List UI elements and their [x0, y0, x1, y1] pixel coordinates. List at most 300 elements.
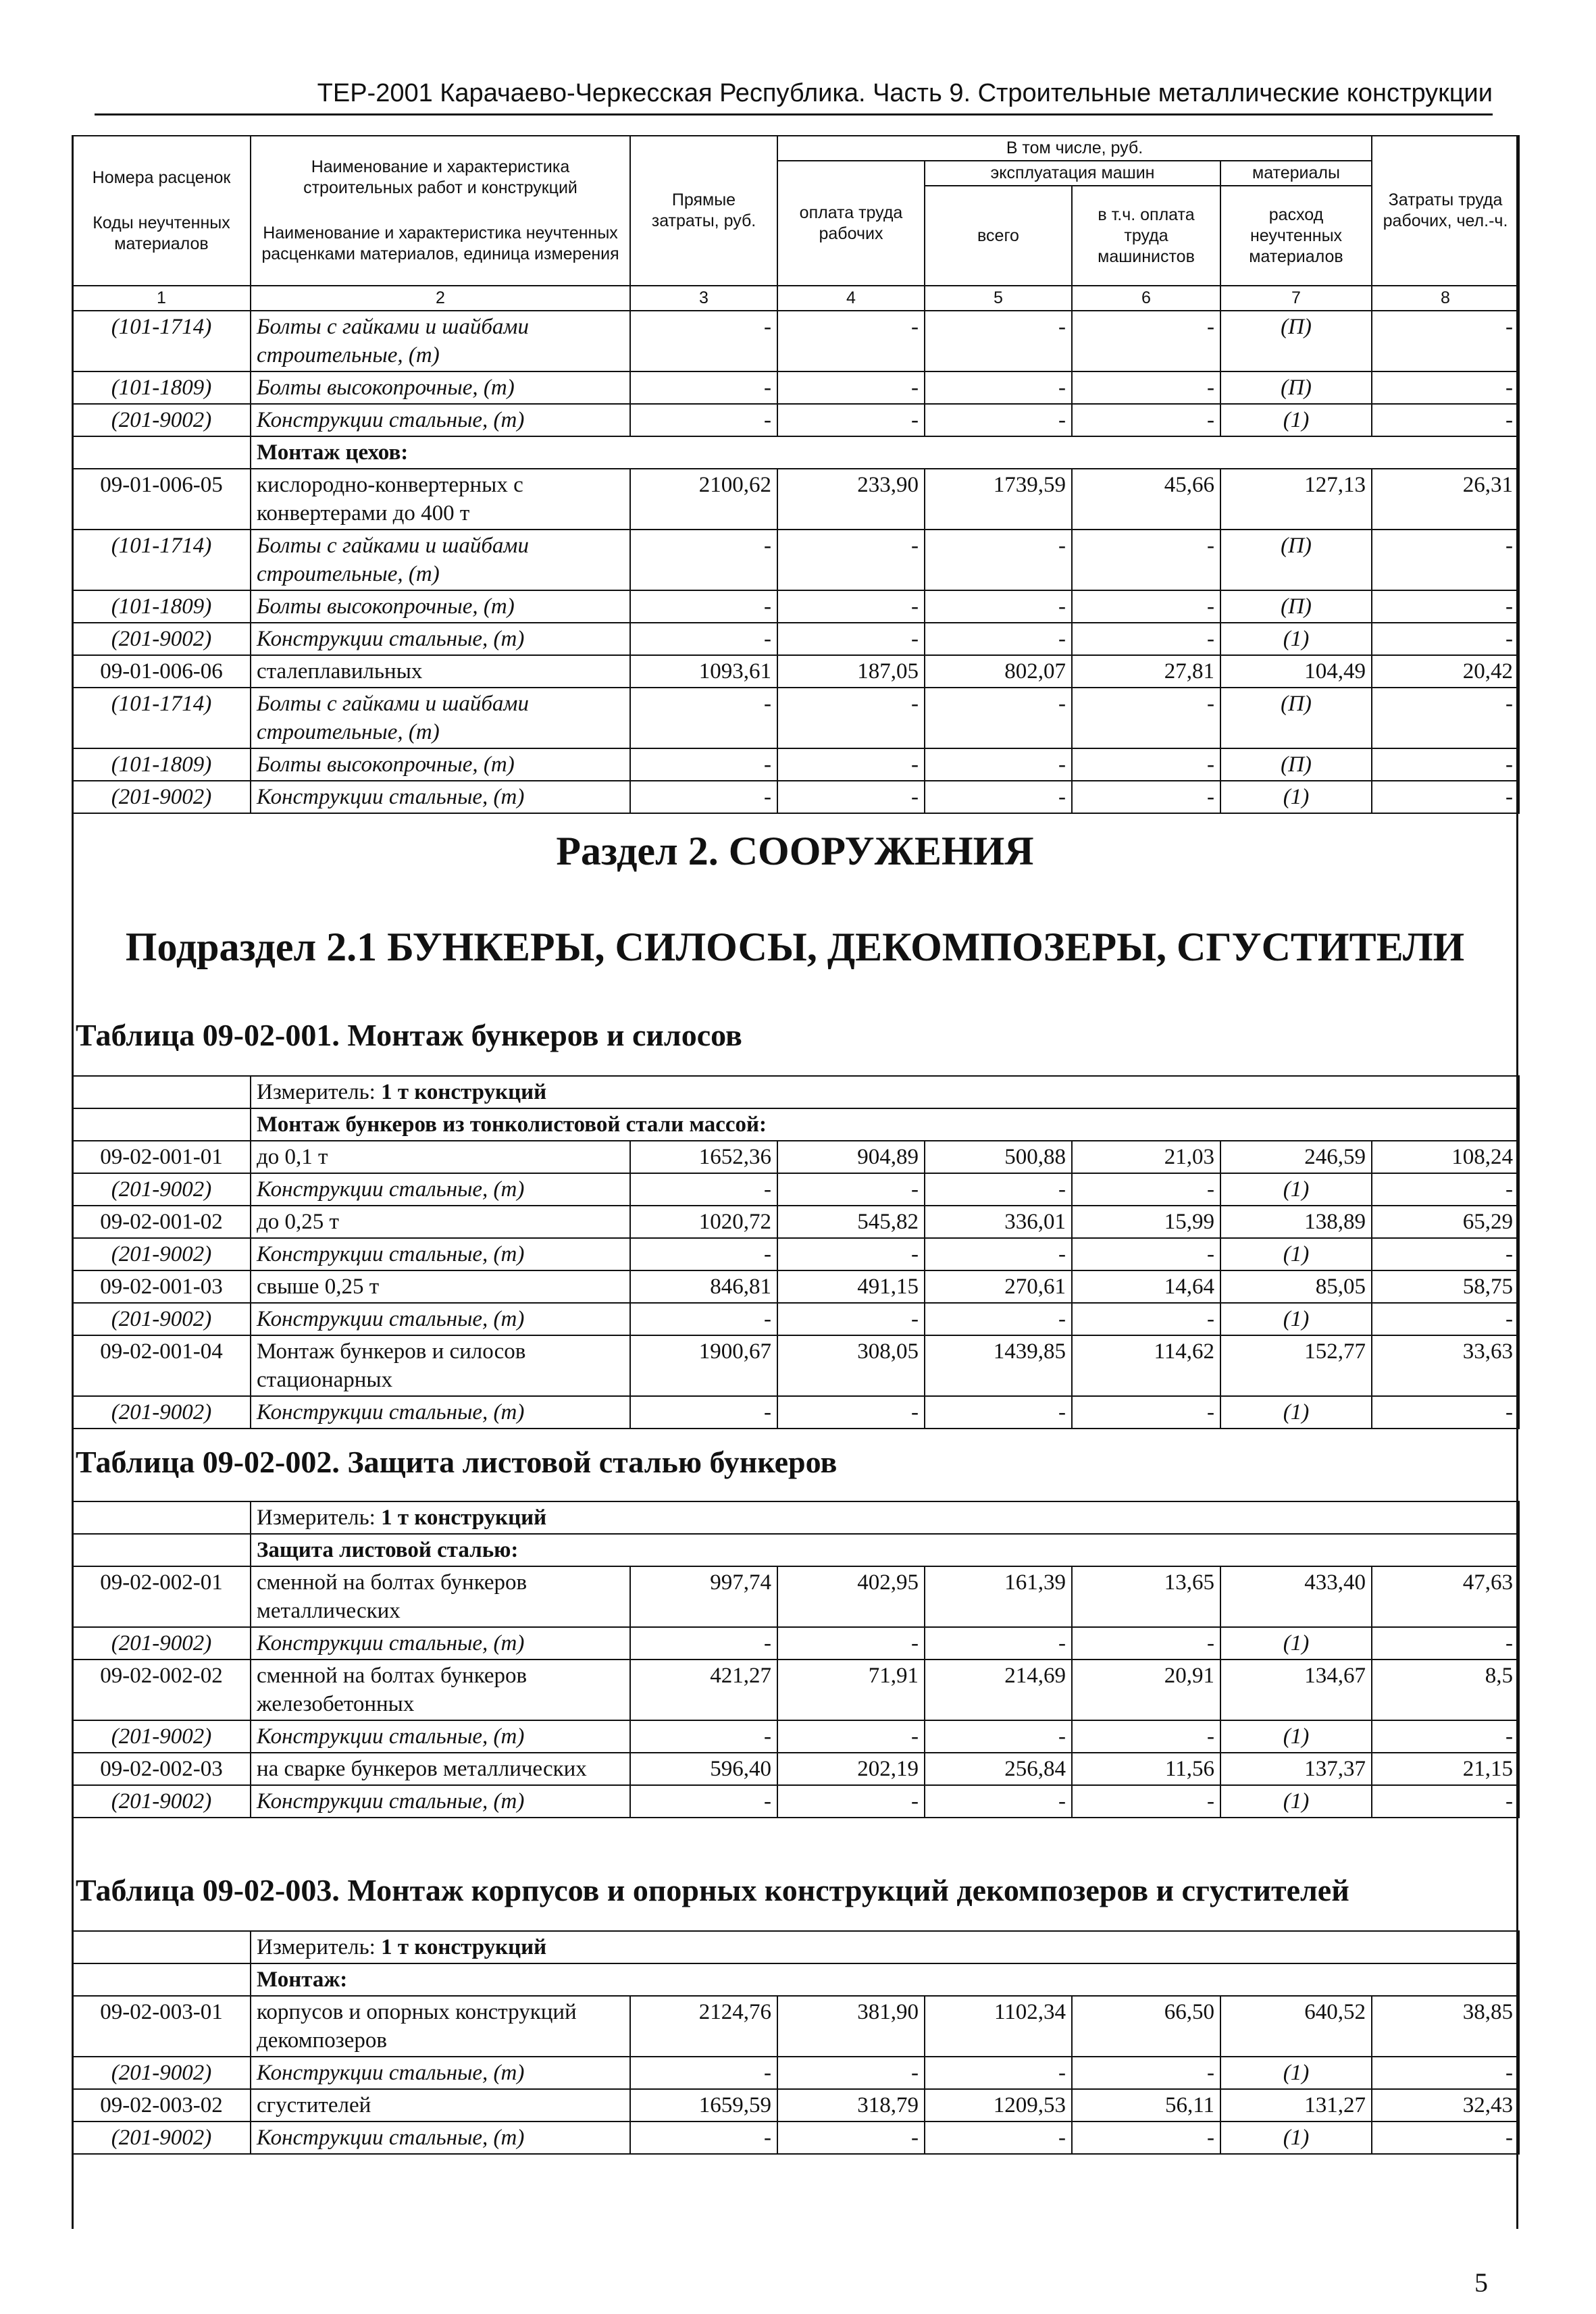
header-group-main: В том числе, руб.	[777, 136, 1372, 161]
rate-code: 09-02-003-02	[72, 2089, 251, 2122]
header-number: 1	[72, 286, 251, 311]
value-c8: -	[1372, 2057, 1519, 2089]
value-c4: -	[777, 2122, 925, 2154]
meter-value: 1 т конструкций	[381, 1080, 547, 1104]
value-c5: 1209,53	[925, 2089, 1072, 2122]
value-c4: -	[777, 1238, 925, 1270]
rate-name: Конструкции стальные, (т)	[251, 2057, 630, 2089]
rate-name: на сварке бункеров металлических	[251, 1753, 630, 1785]
value-c3: 1093,61	[630, 655, 777, 688]
value-c7: (1)	[1220, 623, 1372, 655]
value-c8: -	[1372, 311, 1519, 371]
value-c4: -	[777, 688, 925, 748]
value-c4: 545,82	[777, 1206, 925, 1238]
value-c7: (П)	[1220, 530, 1372, 590]
value-c3: 421,27	[630, 1660, 777, 1720]
value-c6: 114,62	[1072, 1335, 1220, 1396]
value-c5: -	[925, 1720, 1072, 1753]
rate-name: Конструкции стальные, (т)	[251, 1303, 630, 1335]
value-c8: -	[1372, 623, 1519, 655]
material-row	[72, 2057, 1519, 2089]
rate-code: (101-1714)	[72, 688, 251, 748]
value-c8: 38,85	[1372, 1996, 1519, 2057]
value-c6: -	[1072, 1303, 1220, 1335]
material-row	[72, 1785, 1519, 1818]
rate-code: (101-1809)	[72, 748, 251, 781]
rate-code: 09-02-002-03	[72, 1753, 251, 1785]
value-c3: -	[630, 1396, 777, 1429]
header-col2-top: Наименование и характеристика строительных работ и конструкций	[303, 157, 577, 197]
rate-name: Конструкции стальные, (т)	[251, 623, 630, 655]
value-c6: -	[1072, 2057, 1220, 2089]
value-c6: 15,99	[1072, 1206, 1220, 1238]
value-c3: -	[630, 1173, 777, 1206]
group-heading-row	[72, 1108, 1519, 1141]
header-col6: в т.ч. оплата труда машинистов	[1072, 186, 1220, 286]
value-c7: 640,52	[1220, 1996, 1372, 2057]
value-c7: (1)	[1220, 1303, 1372, 1335]
rate-code: (101-1714)	[72, 311, 251, 371]
value-c3: -	[630, 530, 777, 590]
rate-code: 09-02-001-03	[72, 1270, 251, 1303]
table2-title: Таблица 09-02-002. Защита листовой сталью бункеров	[76, 1445, 838, 1479]
header-col1-top: Номера расценок	[92, 168, 231, 187]
value-c6: -	[1072, 1627, 1220, 1660]
value-c7: (1)	[1220, 2057, 1372, 2089]
meter-row	[72, 1501, 1519, 1534]
rate-code: 09-02-001-04	[72, 1335, 251, 1396]
value-c3: 846,81	[630, 1270, 777, 1303]
value-c3: -	[630, 623, 777, 655]
value-c8: -	[1372, 530, 1519, 590]
empty-cell	[72, 1501, 251, 1534]
empty-cell	[72, 1963, 251, 1996]
value-c7: 127,13	[1220, 469, 1372, 530]
value-c7: 152,77	[1220, 1335, 1372, 1396]
value-c3: -	[630, 311, 777, 371]
meter-value: 1 т конструкций	[381, 1506, 547, 1530]
value-c8: 58,75	[1372, 1270, 1519, 1303]
value-c8: -	[1372, 1785, 1519, 1818]
value-c5: -	[925, 530, 1072, 590]
value-c5: 161,39	[925, 1566, 1072, 1627]
meter-row	[72, 1931, 1519, 1963]
value-c3: -	[630, 590, 777, 623]
rate-code: (201-9002)	[72, 1238, 251, 1270]
empty-cell	[72, 1108, 251, 1141]
header-number: 7	[1220, 286, 1372, 311]
value-c3: -	[630, 1720, 777, 1753]
value-c5: 1439,85	[925, 1335, 1072, 1396]
meter-value: 1 т конструкций	[381, 1935, 547, 1959]
material-row	[72, 623, 1519, 655]
rate-name: корпусов и опорных конструкций декомпозеров	[251, 1996, 630, 2057]
rate-code: 09-01-006-05	[72, 469, 251, 530]
value-c4: -	[777, 1785, 925, 1818]
rate-name: Конструкции стальные, (т)	[251, 1396, 630, 1429]
rate-code: 09-02-001-01	[72, 1141, 251, 1173]
empty-cell	[72, 1931, 251, 1963]
value-c7: (1)	[1220, 2122, 1372, 2154]
meter-label: Измеритель:	[257, 1935, 382, 1959]
rate-code: (201-9002)	[72, 1720, 251, 1753]
value-c4: -	[777, 781, 925, 813]
value-c4: 402,95	[777, 1566, 925, 1627]
header-col3: Прямые затраты, руб.	[630, 136, 777, 286]
value-c8: -	[1372, 1396, 1519, 1429]
material-row	[72, 1627, 1519, 1660]
rate-code: (201-9002)	[72, 1627, 251, 1660]
rate-name: Болты высокопрочные, (т)	[251, 590, 630, 623]
value-c6: -	[1072, 371, 1220, 404]
value-c3: -	[630, 2057, 777, 2089]
rate-code: (201-9002)	[72, 2057, 251, 2089]
material-row	[72, 1238, 1519, 1270]
rate-code: (201-9002)	[72, 1785, 251, 1818]
value-c4: 318,79	[777, 2089, 925, 2122]
material-row	[72, 1173, 1519, 1206]
group-heading-row	[72, 1534, 1519, 1566]
value-c5: -	[925, 1238, 1072, 1270]
value-c3: 596,40	[630, 1753, 777, 1785]
rate-row	[72, 1335, 1519, 1396]
value-c4: -	[777, 590, 925, 623]
value-c3: -	[630, 1627, 777, 1660]
value-c7: 134,67	[1220, 1660, 1372, 1720]
value-c6: -	[1072, 1785, 1220, 1818]
rates-table-1	[72, 1075, 1520, 1429]
value-c4: -	[777, 530, 925, 590]
value-c7: 137,37	[1220, 1753, 1372, 1785]
value-c3: 1900,67	[630, 1335, 777, 1396]
rate-code: (201-9002)	[72, 1396, 251, 1429]
value-c8: -	[1372, 404, 1519, 436]
value-c3: 997,74	[630, 1566, 777, 1627]
value-c5: 802,07	[925, 655, 1072, 688]
value-c6: -	[1072, 1396, 1220, 1429]
meter-label: Измеритель:	[257, 1506, 382, 1530]
material-row	[72, 748, 1519, 781]
value-c4: -	[777, 404, 925, 436]
value-c8: -	[1372, 688, 1519, 748]
value-c7: (1)	[1220, 404, 1372, 436]
value-c4: 202,19	[777, 1753, 925, 1785]
material-row	[72, 590, 1519, 623]
value-c8: 33,63	[1372, 1335, 1519, 1396]
rate-name: Конструкции стальные, (т)	[251, 1785, 630, 1818]
value-c7: 433,40	[1220, 1566, 1372, 1627]
value-c7: 131,27	[1220, 2089, 1372, 2122]
empty-cell	[72, 1076, 251, 1108]
rate-code: (101-1809)	[72, 590, 251, 623]
value-c7: (1)	[1220, 1785, 1372, 1818]
rate-name: до 0,1 т	[251, 1141, 630, 1173]
value-c3: -	[630, 1238, 777, 1270]
header-col5: всего	[925, 186, 1072, 286]
rate-code: (101-1809)	[72, 371, 251, 404]
rate-code: 09-02-001-02	[72, 1206, 251, 1238]
value-c5: -	[925, 623, 1072, 655]
value-c8: -	[1372, 781, 1519, 813]
rate-name: кислородно-конвертерных с конвертерами до 400 т	[251, 469, 630, 530]
value-c6: -	[1072, 1720, 1220, 1753]
value-c6: 27,81	[1072, 655, 1220, 688]
material-row	[72, 1303, 1519, 1335]
value-c3: -	[630, 781, 777, 813]
rate-name: Конструкции стальные, (т)	[251, 1720, 630, 1753]
rate-name: Болты высокопрочные, (т)	[251, 371, 630, 404]
group-heading: Монтаж:	[251, 1963, 1519, 1996]
value-c7: (П)	[1220, 371, 1372, 404]
rate-name: Болты с гайками и шайбами строительные, (т)	[251, 688, 630, 748]
value-c4: -	[777, 1173, 925, 1206]
value-c3: -	[630, 404, 777, 436]
rates-table-2	[72, 1501, 1520, 1818]
group-heading: Защита листовой сталью:	[251, 1534, 1519, 1566]
material-row	[72, 688, 1519, 748]
rate-row	[72, 1566, 1519, 1627]
value-c6: 66,50	[1072, 1996, 1220, 2057]
value-c5: -	[925, 371, 1072, 404]
material-row	[72, 1396, 1519, 1429]
value-c6: -	[1072, 623, 1220, 655]
rate-name: сменной на болтах бункеров железобетонных	[251, 1660, 630, 1720]
value-c6: -	[1072, 1238, 1220, 1270]
value-c5: 500,88	[925, 1141, 1072, 1173]
value-c6: -	[1072, 311, 1220, 371]
rate-code: (201-9002)	[72, 623, 251, 655]
empty-cell	[72, 1534, 251, 1566]
rate-name: до 0,25 т	[251, 1206, 630, 1238]
value-c3: 1659,59	[630, 2089, 777, 2122]
value-c5: -	[925, 1396, 1072, 1429]
value-c8: -	[1372, 1720, 1519, 1753]
rate-code: 09-02-002-02	[72, 1660, 251, 1720]
rates-table-top	[72, 135, 1520, 814]
material-row	[72, 371, 1519, 404]
value-c7: (1)	[1220, 781, 1372, 813]
rate-name: Болты с гайками и шайбами строительные, (т)	[251, 530, 630, 590]
value-c8: -	[1372, 1173, 1519, 1206]
value-c5: -	[925, 311, 1072, 371]
subsection-title: Подраздел 2.1 БУНКЕРЫ, СИЛОСЫ, ДЕКОМПОЗЕРЫ, СГУСТИТЕЛИ	[125, 925, 1465, 969]
value-c5: 336,01	[925, 1206, 1072, 1238]
rate-row	[72, 1141, 1519, 1173]
rate-code: 09-02-003-01	[72, 1996, 251, 2057]
value-c5: -	[925, 781, 1072, 813]
group-heading: Монтаж цехов:	[251, 436, 1519, 469]
value-c5: 1739,59	[925, 469, 1072, 530]
value-c4: -	[777, 1720, 925, 1753]
value-c4: 187,05	[777, 655, 925, 688]
value-c7: (1)	[1220, 1173, 1372, 1206]
group-heading-row	[72, 1963, 1519, 1996]
rate-code: (101-1714)	[72, 530, 251, 590]
header-col1	[72, 136, 251, 286]
value-c7: (П)	[1220, 590, 1372, 623]
value-c6: -	[1072, 748, 1220, 781]
value-c7: 104,49	[1220, 655, 1372, 688]
value-c4: 491,15	[777, 1270, 925, 1303]
value-c6: 13,65	[1072, 1566, 1220, 1627]
value-c5: -	[925, 1785, 1072, 1818]
table3-title: Таблица 09-02-003. Монтаж корпусов и опорных конструкций декомпозеров и сгустителей	[76, 1873, 1349, 1907]
header-number: 8	[1372, 286, 1519, 311]
value-c4: -	[777, 1396, 925, 1429]
value-c7: (П)	[1220, 311, 1372, 371]
value-c6: 56,11	[1072, 2089, 1220, 2122]
rate-name: Конструкции стальные, (т)	[251, 2122, 630, 2154]
header-col2-bottom: Наименование и характеристика неучтенных расценками материалов, единица измерения	[261, 224, 619, 263]
table1-title: Таблица 09-02-001. Монтаж бункеров и силосов	[76, 1018, 742, 1052]
rate-name: свыше 0,25 т	[251, 1270, 630, 1303]
header-number: 5	[925, 286, 1072, 311]
value-c7: 246,59	[1220, 1141, 1372, 1173]
value-c3: 1020,72	[630, 1206, 777, 1238]
section-title: Раздел 2. СООРУЖЕНИЯ	[556, 829, 1034, 873]
rate-name: Монтаж бункеров и силосов стационарных	[251, 1335, 630, 1396]
value-c3: -	[630, 2122, 777, 2154]
value-c7: 85,05	[1220, 1270, 1372, 1303]
page-header-text: ТЕР-2001 Карачаево-Черкесская Республика. Часть 9. Строительные металлические конструкции	[317, 79, 1493, 107]
header-number: 6	[1072, 286, 1220, 311]
rate-row	[72, 1206, 1519, 1238]
value-c3: -	[630, 371, 777, 404]
value-c6: -	[1072, 688, 1220, 748]
value-c5: -	[925, 2057, 1072, 2089]
material-row	[72, 530, 1519, 590]
value-c3: -	[630, 748, 777, 781]
value-c8: -	[1372, 371, 1519, 404]
header-col2	[251, 136, 630, 286]
rate-name: сменной на болтах бункеров металлических	[251, 1566, 630, 1627]
rate-code: (201-9002)	[72, 781, 251, 813]
value-c4: -	[777, 311, 925, 371]
rate-name: Конструкции стальные, (т)	[251, 404, 630, 436]
value-c3: 1652,36	[630, 1141, 777, 1173]
rate-row	[72, 655, 1519, 688]
meter-cell	[251, 1501, 1519, 1534]
page-number: 5	[1474, 2267, 1488, 2298]
rate-code: (201-9002)	[72, 404, 251, 436]
rate-name: Конструкции стальные, (т)	[251, 781, 630, 813]
value-c6: -	[1072, 404, 1220, 436]
value-c5: 256,84	[925, 1753, 1072, 1785]
value-c8: 47,63	[1372, 1566, 1519, 1627]
value-c6: -	[1072, 781, 1220, 813]
meter-cell	[251, 1931, 1519, 1963]
value-c4: 381,90	[777, 1996, 925, 2057]
header-col1-bottom: Коды неучтенных материалов	[93, 213, 230, 253]
material-row	[72, 1720, 1519, 1753]
value-c4: 233,90	[777, 469, 925, 530]
value-c4: 71,91	[777, 1660, 925, 1720]
rate-code: (201-9002)	[72, 1173, 251, 1206]
value-c8: 26,31	[1372, 469, 1519, 530]
meter-row	[72, 1076, 1519, 1108]
value-c5: 270,61	[925, 1270, 1072, 1303]
value-c7: 138,89	[1220, 1206, 1372, 1238]
rate-name: сгустителей	[251, 2089, 630, 2122]
value-c3: 2124,76	[630, 1996, 777, 2057]
value-c7: (П)	[1220, 748, 1372, 781]
value-c5: 214,69	[925, 1660, 1072, 1720]
rate-row	[72, 1660, 1519, 1720]
value-c5: -	[925, 2122, 1072, 2154]
value-c6: 20,91	[1072, 1660, 1220, 1720]
header-group-materials: материалы	[1220, 161, 1372, 186]
header-number: 2	[251, 286, 630, 311]
value-c7: (1)	[1220, 1238, 1372, 1270]
rate-row	[72, 1270, 1519, 1303]
value-c3: -	[630, 1303, 777, 1335]
value-c4: -	[777, 1627, 925, 1660]
value-c8: -	[1372, 748, 1519, 781]
rate-name: Болты высокопрочные, (т)	[251, 748, 630, 781]
value-c8: 20,42	[1372, 655, 1519, 688]
header-col7: расход неучтенных материалов	[1220, 186, 1372, 286]
rate-name: Конструкции стальные, (т)	[251, 1238, 630, 1270]
value-c6: 11,56	[1072, 1753, 1220, 1785]
material-row	[72, 404, 1519, 436]
empty-cell	[72, 436, 251, 469]
value-c8: 108,24	[1372, 1141, 1519, 1173]
rate-name: Конструкции стальные, (т)	[251, 1173, 630, 1206]
rate-name: Конструкции стальные, (т)	[251, 1627, 630, 1660]
value-c6: -	[1072, 590, 1220, 623]
value-c5: -	[925, 688, 1072, 748]
group-heading-row	[72, 436, 1519, 469]
rate-name: Болты с гайками и шайбами строительные, (т)	[251, 311, 630, 371]
value-c8: 8,5	[1372, 1660, 1519, 1720]
value-c6: 14,64	[1072, 1270, 1220, 1303]
page-header	[95, 70, 1493, 115]
value-c6: 45,66	[1072, 469, 1220, 530]
rate-code: (201-9002)	[72, 2122, 251, 2154]
value-c3: -	[630, 1785, 777, 1818]
value-c8: -	[1372, 1238, 1519, 1270]
rate-row	[72, 2089, 1519, 2122]
header-col4: оплата труда рабочих	[777, 161, 925, 286]
value-c7: (1)	[1220, 1396, 1372, 1429]
rate-row	[72, 1753, 1519, 1785]
value-c5: -	[925, 404, 1072, 436]
value-c8: -	[1372, 2122, 1519, 2154]
value-c4: -	[777, 1303, 925, 1335]
material-row	[72, 781, 1519, 813]
value-c6: -	[1072, 2122, 1220, 2154]
value-c8: -	[1372, 590, 1519, 623]
meter-cell	[251, 1076, 1519, 1108]
header-number: 4	[777, 286, 925, 311]
value-c4: -	[777, 623, 925, 655]
value-c8: 21,15	[1372, 1753, 1519, 1785]
value-c8: -	[1372, 1627, 1519, 1660]
value-c8: 65,29	[1372, 1206, 1519, 1238]
value-c7: (1)	[1220, 1720, 1372, 1753]
value-c8: 32,43	[1372, 2089, 1519, 2122]
value-c3: 2100,62	[630, 469, 777, 530]
value-c7: (П)	[1220, 688, 1372, 748]
value-c6: -	[1072, 530, 1220, 590]
rate-row	[72, 469, 1519, 530]
header-number: 3	[630, 286, 777, 311]
rates-table-3	[72, 1930, 1520, 2155]
meter-label: Измеритель:	[257, 1080, 382, 1104]
value-c7: (1)	[1220, 1627, 1372, 1660]
value-c5: -	[925, 748, 1072, 781]
value-c5: -	[925, 1627, 1072, 1660]
